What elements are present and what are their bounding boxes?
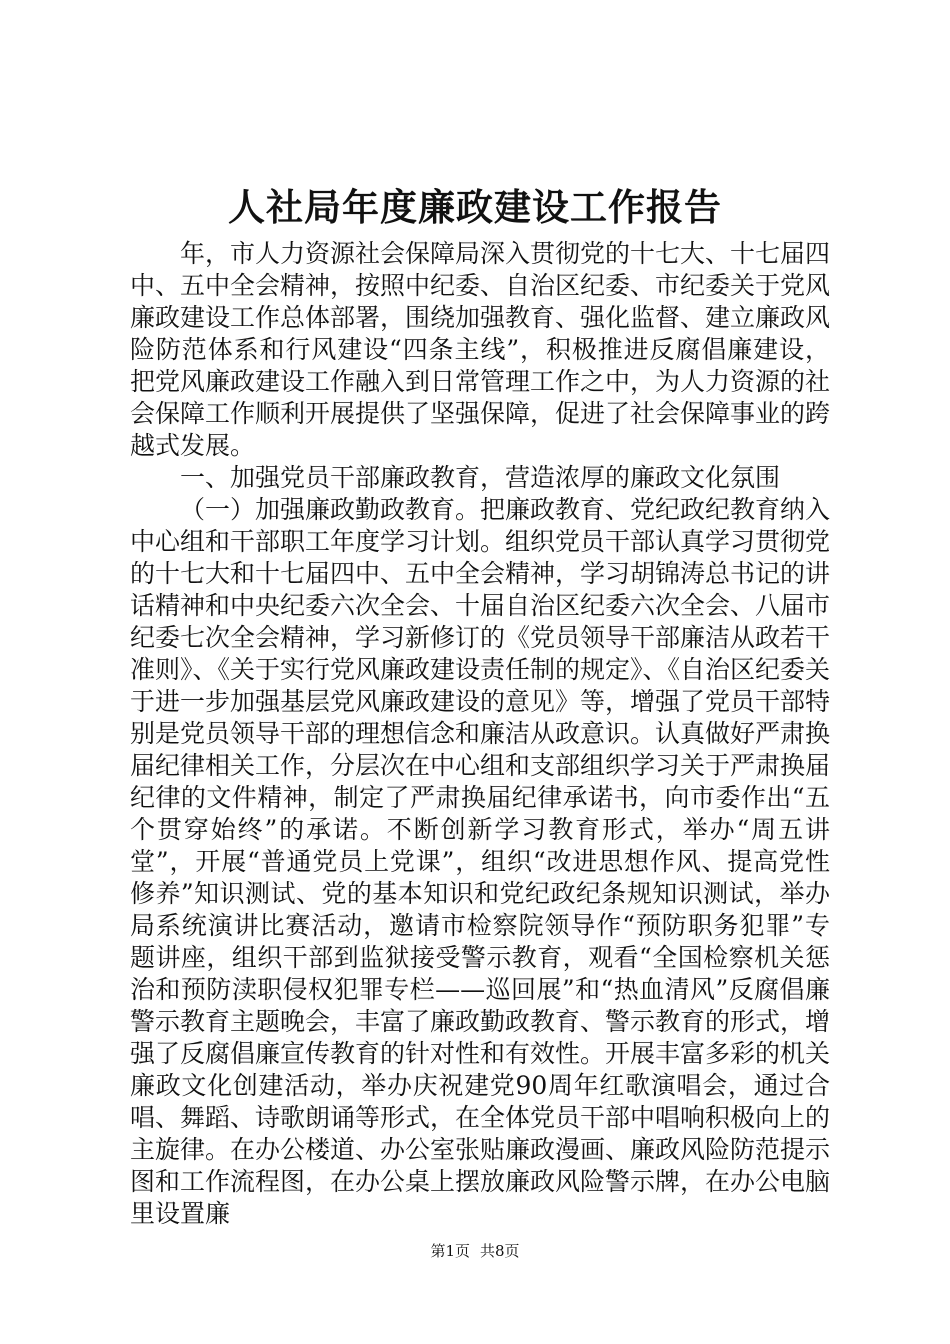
intro-paragraph: 年，市人力资源社会保障局深入贯彻党的十七大、十七届四中、五中全会精神，按照中纪委、自治区纪委、市纪委关于党风廉政建设工作总体部署，围绕加强教育、强化监督、建立廉政风险防范体系和行风建设“四条主线”，积极推进反腐倡廉建设，把党风廉政建设工作融入到日常管理工作之中，为人力资源的社会保障工作顺利开展提供了坚强保障，促进了社会保障事业的跨越式发展。	[130, 239, 831, 460]
page-number: 第1页	[430, 1242, 470, 1260]
subsection-paragraph: （一）加强廉政勤政教育。把廉政教育、党纪政纪教育纳入中心组和干部职工年度学习计划。组织党员干部认真学习贯彻党的十七大和十七届四中、五中全会精神，学习胡锦涛总书记的讲话精神和中央纪委六次全会、十届自治区纪委六次全会、八届市纪委七次全会精神，学习新修订的《党员领导干部廉洁从政若干准则》、《关于实行党风廉政建设责任制的规定》、《自治区纪委关于进一步加强基层党风廉政建设的意见》等，增强了党员干部特别是党员领导干部的理想信念和廉洁从政意识。认真做好严肃换届纪律相关工作，分层次在中心组和支部组织学习关于严肃换届纪律的文件精神，制定了严肃换届纪律承诺书，向市委作出“五个贯穿始终”的承诺。不断创新学习教育形式，举办“周五讲堂”，开展“普通党员上党课”，组织“改进思想作风、提高党性修养”知识测试、党的基本知识和党纪政纪条规知识测试，举办局系统演讲比赛活动，邀请市检察院领导作“预防职务犯罪”专题讲座，组织干部到监狱接受警示教育，观看“全国检察机关惩治和预防渎职侵权犯罪专栏——巡回展”和“热血清风”反腐倡廉警示教育主题晚会，丰富了廉政勤政教育、警示教育的形式，增强了反腐倡廉宣传教育的针对性和有效性。开展丰富多彩的机关廉政文化创建活动，举办庆祝建党90周年红歌演唱会，通过合唱、舞蹈、诗歌朗诵等形式，在全体党员干部中唱响积极向上的主旋律。在办公楼道、办公室张贴廉政漫画、廉政风险防范提示图和工作流程图，在办公桌上摆放廉政风险警示牌，在办公电脑里设置廉	[130, 495, 831, 1228]
document-body	[130, 238, 830, 1230]
page-total: 共8页	[480, 1242, 520, 1260]
document-title: 人社局年度廉政建设工作报告	[228, 185, 722, 229]
section-heading: 一、加强党员干部廉政教育，营造浓厚的廉政文化氛围	[180, 463, 781, 492]
page-footer	[0, 1241, 950, 1261]
